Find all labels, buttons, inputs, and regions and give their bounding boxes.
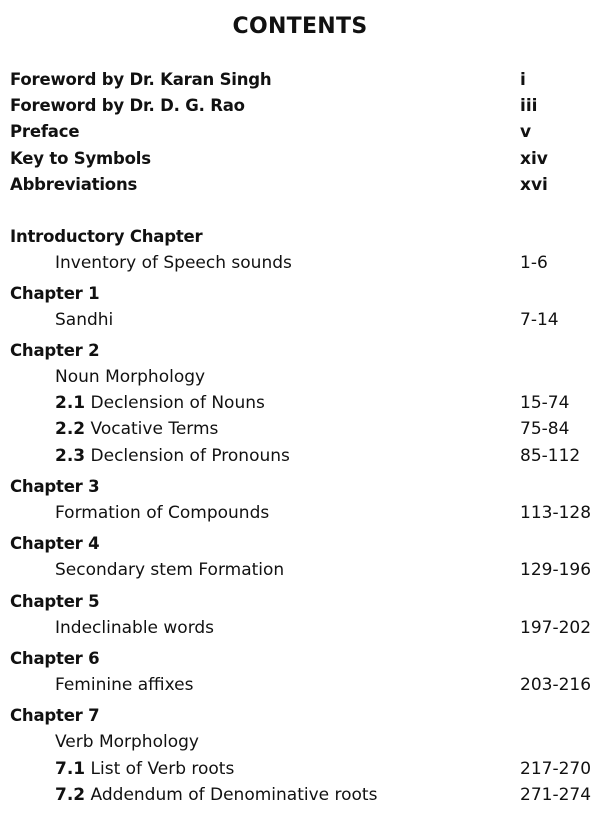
chapter-heading	[0, 224, 600, 250]
toc-entry-label: Inventory of Speech sounds	[55, 253, 292, 273]
toc-section-label	[55, 390, 265, 416]
section-title: List of Verb roots	[90, 759, 235, 779]
toc-subheading-label: Noun Morphology	[55, 367, 206, 387]
section-number: 7.1	[55, 759, 86, 779]
toc-entry-page: 129-196	[520, 560, 592, 580]
toc-entry	[0, 67, 600, 93]
section-number: 7.2	[55, 785, 86, 805]
toc-entry	[0, 119, 600, 145]
toc-entry	[0, 557, 600, 583]
toc-entry-page: iii	[520, 96, 538, 116]
chapter-heading	[0, 646, 600, 672]
chapter-heading-label: Chapter 7	[10, 706, 100, 725]
toc-entry-page: i	[520, 70, 526, 90]
toc-entry-page: xiv	[520, 149, 548, 169]
toc-entry	[0, 146, 600, 172]
toc-entry-label: Abbreviations	[10, 175, 138, 194]
chapter-heading	[0, 589, 600, 615]
toc-entry-page: 203-216	[520, 675, 592, 695]
toc-section-label	[55, 782, 377, 808]
chapter-heading-label: Chapter 6	[10, 649, 100, 668]
toc-section-label	[55, 756, 234, 782]
section-title: Declension of Nouns	[90, 393, 265, 413]
toc-entry-label: Indeclinable words	[55, 618, 215, 638]
chapter-heading-label: Chapter 5	[10, 592, 100, 611]
toc-entry	[0, 672, 600, 698]
toc-entry	[0, 172, 600, 198]
toc-section-entry	[0, 390, 600, 416]
toc-entry	[0, 500, 600, 526]
toc-entry	[0, 93, 600, 119]
toc-entry-page: xvi	[520, 175, 548, 195]
toc-section-entry	[0, 443, 600, 469]
chapter-heading-label: Introductory Chapter	[10, 227, 203, 246]
toc-entry-label: Feminine affixes	[55, 675, 194, 695]
section-title: Addendum of Denominative roots	[90, 785, 378, 805]
chapter-heading	[0, 703, 600, 729]
chapter-heading-label: Chapter 4	[10, 534, 100, 553]
toc-subheading	[0, 364, 600, 390]
toc-entry-page: 1-6	[520, 253, 548, 273]
toc-entry	[0, 307, 600, 333]
section-number: 2.2	[55, 419, 86, 439]
toc-entry-label: Secondary stem Formation	[55, 560, 285, 580]
toc-entry-page: 197-202	[520, 618, 592, 638]
toc-entry-page: 15-74	[520, 393, 570, 413]
toc-entry-label: Preface	[10, 122, 80, 141]
toc-section-label	[55, 443, 290, 469]
chapter-heading	[0, 281, 600, 307]
toc-entry	[0, 250, 600, 276]
chapter-heading-label: Chapter 1	[10, 284, 100, 303]
chapter-heading	[0, 474, 600, 500]
toc-entry-page: 271-274	[520, 785, 592, 805]
chapter-heading	[0, 338, 600, 364]
section-number: 2.1	[55, 393, 86, 413]
toc-entry-label: Formation of Compounds	[55, 503, 270, 523]
toc-entry-page: 75-84	[520, 419, 570, 439]
toc-section-entry	[0, 416, 600, 442]
toc-entry	[0, 615, 600, 641]
toc-section-label	[55, 416, 218, 442]
toc-entry-page: 85-112	[520, 446, 581, 466]
page-title: CONTENTS	[232, 14, 368, 39]
toc-entry-page: 7-14	[520, 310, 559, 330]
chapter-heading	[0, 531, 600, 557]
chapter-heading-label: Chapter 3	[10, 477, 100, 496]
toc-entry-label: Foreword by Dr. Karan Singh	[10, 70, 272, 89]
section-number: 2.3	[55, 446, 86, 466]
toc-entry-page: 113-128	[520, 503, 592, 523]
section-title: Vocative Terms	[90, 419, 219, 439]
toc-section-entry	[0, 782, 600, 808]
chapter-heading-label: Chapter 2	[10, 341, 100, 360]
toc-entry-page: v	[520, 122, 532, 142]
toc-subheading	[0, 729, 600, 755]
toc-entry-page: 217-270	[520, 759, 592, 779]
toc-entry-label: Key to Symbols	[10, 149, 151, 168]
toc-entry-label: Sandhi	[55, 310, 114, 330]
toc-subheading-label: Verb Morphology	[55, 732, 199, 752]
toc-entry-label: Foreword by Dr. D. G. Rao	[10, 96, 245, 115]
toc-section-entry	[0, 756, 600, 782]
section-title: Declension of Pronouns	[90, 446, 290, 466]
